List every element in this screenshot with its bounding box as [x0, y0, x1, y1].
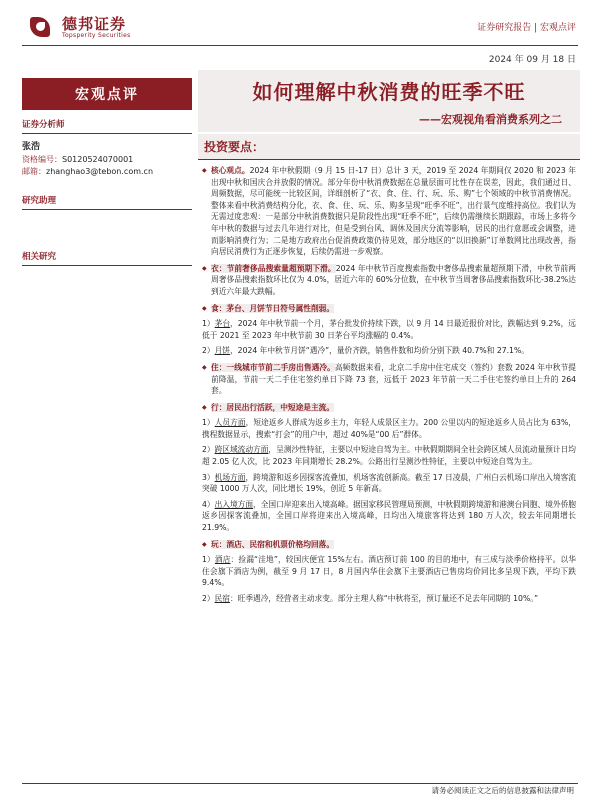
key-points-heading: 投资要点：: [198, 134, 580, 160]
travel-item-3: [202, 472, 576, 495]
assistant-heading: 研究助理: [22, 194, 192, 210]
travel-2-num: 2）: [202, 445, 215, 455]
travel-4-num: 4）: [202, 499, 215, 509]
report-subtitle: ——宏观视角看消费系列之二: [419, 113, 562, 126]
report-title: 如何理解中秋消费的旺季不旺: [252, 80, 526, 104]
header-divider: [22, 45, 578, 46]
analyst-name: 张浩: [22, 142, 41, 152]
logo-icon: [28, 14, 56, 40]
play-1-num: 1）: [202, 555, 215, 565]
housing-text: 高频数据来看，北京二手房中住宅成交（签约）套数 2024 年中秋节提前降温，节前一天二手住宅签约单日下降 73 套，远低于 2023 年节前一天二手住宅签约单日上升的 264 套。: [211, 362, 576, 396]
email-value[interactable]: zhanghao3@tebon.com.cn: [46, 167, 154, 176]
travel-1-key: 人员方面: [214, 418, 246, 428]
food-item-1: [202, 318, 576, 341]
travel-item-2: [202, 444, 576, 467]
food-1-text: ，2024 年中秋节前一个月，茅台批发价持续下跌，以 9 月 14 日最近报价对比，跌幅达到 9.2%，远低于 2021 至 2023 年中秋节前 30 日茅台平均涨幅的 0.4%。: [202, 319, 576, 340]
cert-value: S0120524070001: [62, 155, 134, 164]
email-label: 邮箱：: [22, 167, 46, 176]
travel-1-text: ，短途返乡人群成为返乡主力，年轻人成景区主力。200 公里以内的短途返乡人员占比为 63%，携程数据显示，搜索“打会”的用户中，超过 40%是“00 后”群体。: [202, 418, 576, 439]
core-text: 2024 年中秋假期（9 月 15 日-17 日）总计 3 天，2019 至 2024 年期间仅 2020 和 2023 年出现中秋和国庆合并放假的情况。部分年份中秋消费数据在总量层面可比性存在误差，因此，我们通过日、周频数据，尽可能统一比较区间，详细剖析了“衣、食、住、行、玩、乐、购”七个领域的中秋节消费情况。整体来看中秋消费结构分化，衣、食、住、玩、乐、购多呈现“旺季不旺”，出行景气度维持高位。我们认为无需过度悲观：一是部分中秋消费数据只是阶段性出现“旺季不旺”，后续仍需继续长期跟踪，市场上多将今年中秋的数据与过去几年进行对比，但是受到台风、调休及国庆分流等影响，居民的出行意愿或会调整，进而影响消费行为；二是地方政府出台促消费政策仍待见效，部分地区的“以旧换新”订单数网比出现改善，指向居民消费行为正逐步恢复，后续仍需进一步观察。: [211, 166, 576, 257]
sidebar: [22, 118, 192, 271]
play-1-text: ：捡漏“洼地”，较国庆便宜 15%左右。酒店预订前 100 的目的地中，有三成与淡季价格持平。以华住会旗下酒店为例，截至 9 月 17 日，8 月国内华住会旗下主要酒店已售房均价同比多呈现下跌，平均下跌 9.4%。: [202, 555, 576, 588]
food-label: 食：茅台、月饼节日符号属性削弱。: [211, 303, 335, 313]
category-badge: 宏观点评: [22, 78, 192, 110]
travel-3-text: ，跨境游和返乡因探客流叠加，机场客流创新高。截至 17 日凌晨，广州白云机场口岸出入境客流突破 1000 万人次，同比增长 19%，创近 5 年新高。: [202, 472, 576, 494]
report-date: 2024 年 09 月 18 日: [488, 55, 576, 65]
travel-4-text: ，全国口岸迎来出入境高峰。据国家移民管理局预测，中秋假期跨境游和港澳台同胞、境外侨胞返乡因探客流叠加，全国口岸将迎来出入境高峰，日均出入境旅客将达到 180 万人次，较去年同期增长 21.9%。: [202, 499, 576, 533]
play-2-num: 2）: [202, 594, 215, 603]
travel-3-key: 机场方面: [214, 472, 246, 482]
travel-2-text: ，呈测沙性特征，主要以中短途自驾为主。中秋假期期间全社会跨区域人员流动量预计日均超 2.05 亿人次，比 2023 年同期增长 28.2%。公路出行呈测沙性特征，主要以中短途自驾为主。: [202, 445, 576, 467]
play-item-1: [202, 554, 576, 589]
play-item-2: [202, 593, 576, 605]
clothing-text: 2024 年中秋节百度搜索指数中奢侈品搜索量超预期下滑，中秋节前两周奢侈品搜索指数环比仅为 4.0%，居近六年的 60%分位数，在中秋节当周奢侈品搜索指数环比-38.2%达到近六年最大跌幅。: [211, 263, 576, 296]
food-1-key: 茅台: [214, 319, 231, 329]
play-label: 玩：酒店、民宿和机票价格均回落。: [211, 539, 335, 549]
clothing-label: 衣：节前奢侈品搜索量超预期下滑。: [211, 263, 336, 273]
food-2-text: ，2024 年中秋节月饼“遇冷”，量价齐跌，销售件数和均价分别下跌 40.7%和 27.1%。: [229, 346, 529, 356]
play-1-key: 酒店: [214, 555, 231, 565]
food-2-key: 月饼: [214, 346, 230, 356]
travel-heading: [202, 402, 576, 414]
food-2-num: 2）: [202, 346, 215, 356]
travel-item-1: [202, 417, 576, 440]
travel-1-num: 1）: [202, 418, 215, 428]
report-type: 证券研究报告 | 宏观点评: [477, 23, 576, 33]
play-heading: [202, 539, 576, 551]
play-2-text: ：旺季遇冷，经营者主动求变。部分主理人称“中秋将至，预订量还不足去年同期的 10%。”: [229, 594, 539, 603]
food-item-2: [202, 345, 576, 357]
travel-3-num: 3）: [202, 472, 215, 482]
footer-disclaimer: 请务必阅读正文之后的信息披露和法律声明: [431, 786, 574, 795]
main-content: [198, 134, 580, 605]
footer-divider: [22, 783, 578, 784]
travel-item-4: [202, 499, 576, 534]
cert-label: 资格编号：: [22, 155, 62, 164]
food-1-num: 1）: [202, 319, 215, 329]
clothing-paragraph: [202, 263, 576, 298]
housing-paragraph: [202, 362, 576, 397]
logo-chinese-name: 德邦证券: [62, 14, 127, 33]
travel-label: 行：居民出行活跃，中短途是主流。: [211, 402, 335, 412]
travel-2-key: 跨区域流动方面: [214, 445, 269, 455]
title-block: [198, 70, 580, 132]
core-label: 核心观点。: [211, 166, 250, 175]
logo-english-name: Topsperity Securities: [62, 31, 131, 39]
analyst-email: [22, 166, 192, 178]
travel-4-key: 出入境方面: [214, 499, 254, 509]
play-2-key: 民宿: [214, 594, 230, 603]
food-heading: [202, 303, 576, 315]
related-research-heading: 相关研究: [22, 250, 192, 266]
housing-label: 住：一线城市节前二手房出售遇冷。: [211, 362, 335, 372]
analyst-cert: [22, 154, 192, 166]
company-logo: [28, 14, 131, 40]
core-view-paragraph: [202, 165, 576, 258]
analyst-heading: 证券分析师: [22, 118, 192, 134]
